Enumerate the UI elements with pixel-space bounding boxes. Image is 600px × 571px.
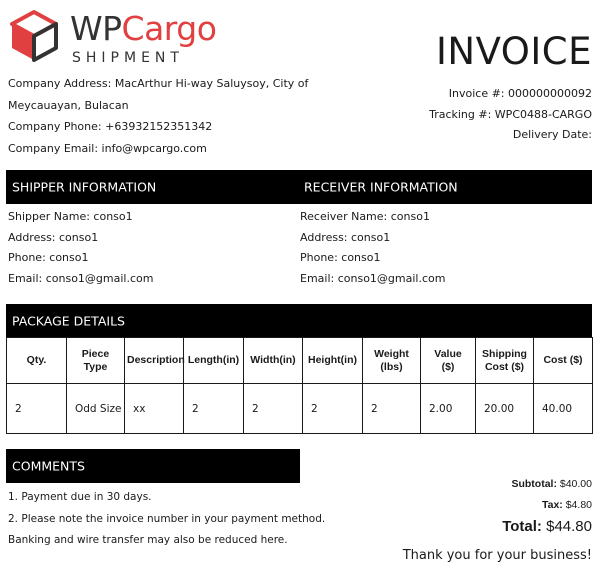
shipper-email: Email: conso1@gmail.com: [8, 271, 154, 285]
brand-name: WPCargo: [70, 9, 217, 48]
tax-row: [542, 499, 592, 511]
brand-logo: [8, 10, 218, 66]
column-header: Qty.: [7, 338, 67, 384]
table-cell: 2: [303, 384, 363, 434]
package-header-bar: [6, 304, 592, 338]
shipper-name: Shipper Name: conso1: [8, 210, 133, 223]
comment-line: Banking and wire transfer may also be reduced here.: [8, 534, 288, 546]
receiver-address: Address: conso1: [300, 230, 391, 244]
thank-you-note: Thank you for your business!: [402, 548, 592, 563]
comments-list: [8, 487, 325, 552]
company-info: [8, 73, 338, 159]
column-header: Height(in): [303, 338, 363, 384]
column-header: Value ($): [421, 338, 476, 384]
total-label: Total:: [502, 518, 542, 535]
table-cell: xx: [125, 384, 184, 434]
comments-heading: COMMENTS: [12, 458, 85, 474]
invoice-number: Invoice #: 000000000092: [448, 87, 592, 100]
invoice-meta: [429, 84, 592, 146]
receiver-heading: RECEIVER INFORMATION: [304, 179, 458, 195]
comments-header-bar: [6, 449, 300, 483]
company-address-line1: Company Address: MacArthur Hi-way Saluysoy, City of: [8, 77, 309, 90]
shipper-info: [8, 207, 153, 289]
table-cell: 2: [363, 384, 421, 434]
invoice-title: INVOICE: [436, 30, 592, 73]
shipper-address: Address: conso1: [8, 230, 99, 244]
total-row: [502, 518, 592, 535]
comment-line: 2. Please note the invoice number in your payment method.: [8, 512, 326, 525]
brand-tagline: SHIPMENT: [72, 50, 184, 66]
tax-label: Tax:: [541, 499, 563, 511]
package-heading: PACKAGE DETAILS: [12, 313, 125, 329]
receiver-phone: Phone: conso1: [300, 251, 381, 264]
receiver-info: [300, 207, 445, 289]
total-value: $44.80: [546, 518, 592, 535]
tracking-number: Tracking #: WPC0488-CARGO: [429, 107, 592, 121]
table-cell: 2: [244, 384, 303, 434]
column-header: Shipping Cost ($): [476, 338, 534, 384]
receiver-email: Email: conso1@gmail.com: [300, 271, 446, 285]
column-header: Weight (lbs): [363, 338, 421, 384]
cube-logo-icon: [8, 10, 60, 62]
subtotal-row: [511, 478, 592, 490]
subtotal-value: $40.00: [559, 478, 592, 490]
company-phone: Company Phone: +63932152351342: [8, 120, 213, 133]
company-email: Company Email: info@wpcargo.com: [8, 141, 207, 155]
table-cell: 2: [7, 384, 67, 434]
shipper-phone: Phone: conso1: [8, 251, 89, 264]
table-row: [7, 384, 593, 434]
info-header-bar: [6, 170, 592, 204]
receiver-name: Receiver Name: conso1: [300, 210, 430, 223]
company-address-line2: Meycauayan, Bulacan: [8, 98, 129, 112]
column-header: Cost ($): [534, 338, 593, 384]
table-cell: 2: [184, 384, 244, 434]
table-header-row: [7, 338, 593, 384]
tax-value: $4.80: [565, 499, 592, 511]
comment-line: 1. Payment due in 30 days.: [8, 491, 152, 503]
column-header: Description: [125, 338, 184, 384]
table-cell: 40.00: [534, 384, 593, 434]
table-cell: Odd Size: [67, 384, 125, 434]
column-header: Piece Type: [67, 338, 125, 384]
shipper-heading: SHIPPER INFORMATION: [12, 179, 157, 195]
subtotal-label: Subtotal:: [511, 478, 557, 490]
delivery-date: Delivery Date:: [512, 128, 592, 141]
table-cell: 2.00: [421, 384, 476, 434]
column-header: Length(in): [184, 338, 244, 384]
table-cell: 20.00: [476, 384, 534, 434]
column-header: Width(in): [244, 338, 303, 384]
package-table: [6, 337, 593, 434]
